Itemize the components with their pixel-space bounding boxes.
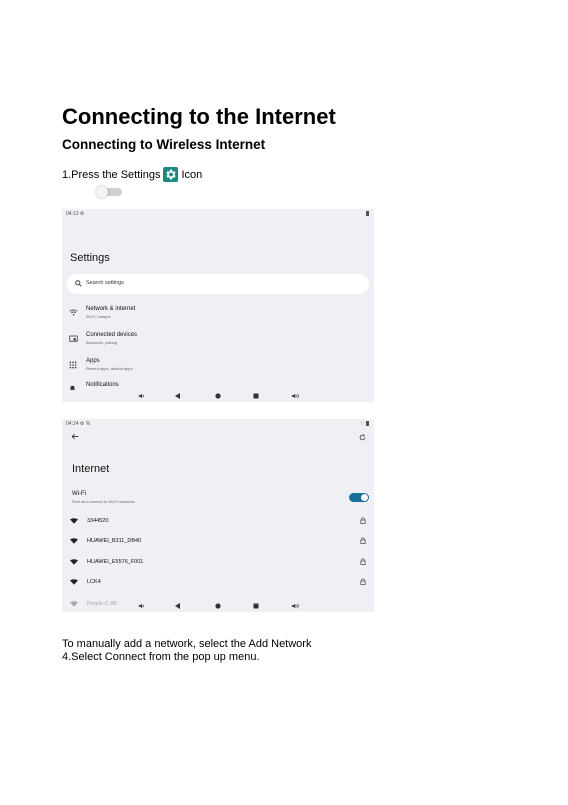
internet-title: Internet bbox=[72, 463, 110, 475]
paragraph-step-4: 4.Select Connect from the pop up menu. bbox=[62, 651, 260, 663]
settings-item-subtitle: Bluetooth, pairing bbox=[86, 340, 118, 345]
devices-icon bbox=[69, 335, 78, 343]
navigation-bar bbox=[62, 601, 374, 612]
network-name: HUAWEI_B311_DB40 bbox=[87, 538, 142, 544]
wifi-toggle-knob bbox=[361, 494, 368, 501]
home-circle-icon[interactable] bbox=[215, 393, 221, 399]
page-subheading: Connecting to Wireless Internet bbox=[62, 137, 266, 152]
back-triangle-icon[interactable] bbox=[175, 393, 181, 399]
wifi-signal-icon bbox=[70, 559, 78, 565]
status-dot-icon: ⚙ bbox=[79, 421, 85, 427]
settings-item-subtitle: Recent apps, default apps bbox=[86, 366, 133, 371]
settings-item-title: Connected devices bbox=[86, 332, 138, 338]
status-bar-left bbox=[66, 421, 90, 427]
lock-icon bbox=[360, 517, 366, 524]
back-triangle-icon[interactable] bbox=[175, 603, 181, 609]
settings-title: Settings bbox=[70, 252, 110, 264]
wifi-signal-icon bbox=[70, 579, 78, 585]
status-extra: % bbox=[85, 421, 91, 427]
network-item[interactable] bbox=[70, 516, 366, 528]
volume-down-icon[interactable] bbox=[138, 603, 145, 609]
step-1-text bbox=[62, 167, 202, 182]
battery-icon bbox=[366, 421, 369, 426]
volume-down-icon[interactable] bbox=[138, 393, 145, 399]
settings-item-subtitle: Wi-Fi, hotspot bbox=[86, 314, 111, 319]
settings-item-title: Apps bbox=[86, 358, 100, 364]
page-heading: Connecting to the Internet bbox=[62, 104, 336, 129]
apps-grid-icon bbox=[69, 361, 77, 369]
toggle-knob bbox=[96, 186, 108, 198]
lock-icon bbox=[360, 558, 366, 565]
settings-item-title: Network & internet bbox=[86, 306, 136, 312]
lock-icon bbox=[360, 578, 366, 585]
wifi-signal-icon bbox=[70, 538, 78, 544]
back-arrow-icon[interactable] bbox=[71, 433, 79, 440]
settings-item-network[interactable] bbox=[68, 306, 358, 324]
settings-item-title: Notifications bbox=[86, 382, 119, 388]
lock-icon bbox=[360, 537, 366, 544]
paragraph-add-network: To manually add a network, select the Add Network bbox=[62, 638, 312, 650]
status-time: 04:13 bbox=[66, 211, 79, 217]
status-dot-icon: ⚙ bbox=[79, 211, 85, 217]
step-1-after: Icon bbox=[181, 168, 203, 181]
network-item[interactable] bbox=[70, 557, 366, 569]
settings-item-apps[interactable] bbox=[68, 358, 358, 376]
wifi-toggle[interactable] bbox=[349, 493, 369, 502]
navigation-bar bbox=[62, 391, 374, 402]
status-bar-right bbox=[360, 421, 369, 427]
network-item[interactable] bbox=[70, 577, 366, 589]
battery-icon bbox=[366, 211, 369, 216]
toggle-switch-off-illustration bbox=[96, 186, 122, 198]
search-icon bbox=[75, 280, 82, 287]
volume-up-icon[interactable] bbox=[291, 603, 299, 609]
wifi-label: Wi-Fi bbox=[72, 491, 86, 497]
refresh-icon[interactable] bbox=[359, 434, 366, 441]
settings-screenshot bbox=[62, 209, 374, 402]
settings-item-connected-devices[interactable] bbox=[68, 332, 358, 350]
settings-gear-icon bbox=[163, 167, 178, 182]
network-name: Purple-C-88 bbox=[87, 601, 117, 607]
wifi-subtitle: Find and connect to Wi-Fi networks bbox=[72, 499, 135, 504]
wifi-status-icon: ♡ bbox=[360, 421, 365, 427]
volume-up-icon[interactable] bbox=[291, 393, 299, 399]
network-name: 3344520 bbox=[87, 518, 109, 524]
network-name: LCK4 bbox=[87, 579, 101, 585]
status-bar-right bbox=[366, 211, 369, 217]
wifi-signal-icon bbox=[70, 518, 78, 524]
network-item[interactable] bbox=[70, 536, 366, 548]
recents-square-icon[interactable] bbox=[253, 393, 259, 399]
recents-square-icon[interactable] bbox=[253, 603, 259, 609]
status-bar-left bbox=[66, 211, 84, 217]
network-name: HUAWEI_E5576_F001 bbox=[87, 559, 144, 565]
search-placeholder: Search settings bbox=[86, 280, 124, 286]
home-circle-icon[interactable] bbox=[215, 603, 221, 609]
internet-screenshot bbox=[62, 419, 374, 612]
search-settings-field[interactable] bbox=[67, 274, 369, 294]
wifi-icon bbox=[69, 309, 78, 316]
gear-icon bbox=[164, 168, 177, 181]
status-time: 04:24 bbox=[66, 421, 79, 427]
step-1-before: 1.Press the Settings bbox=[62, 168, 161, 181]
